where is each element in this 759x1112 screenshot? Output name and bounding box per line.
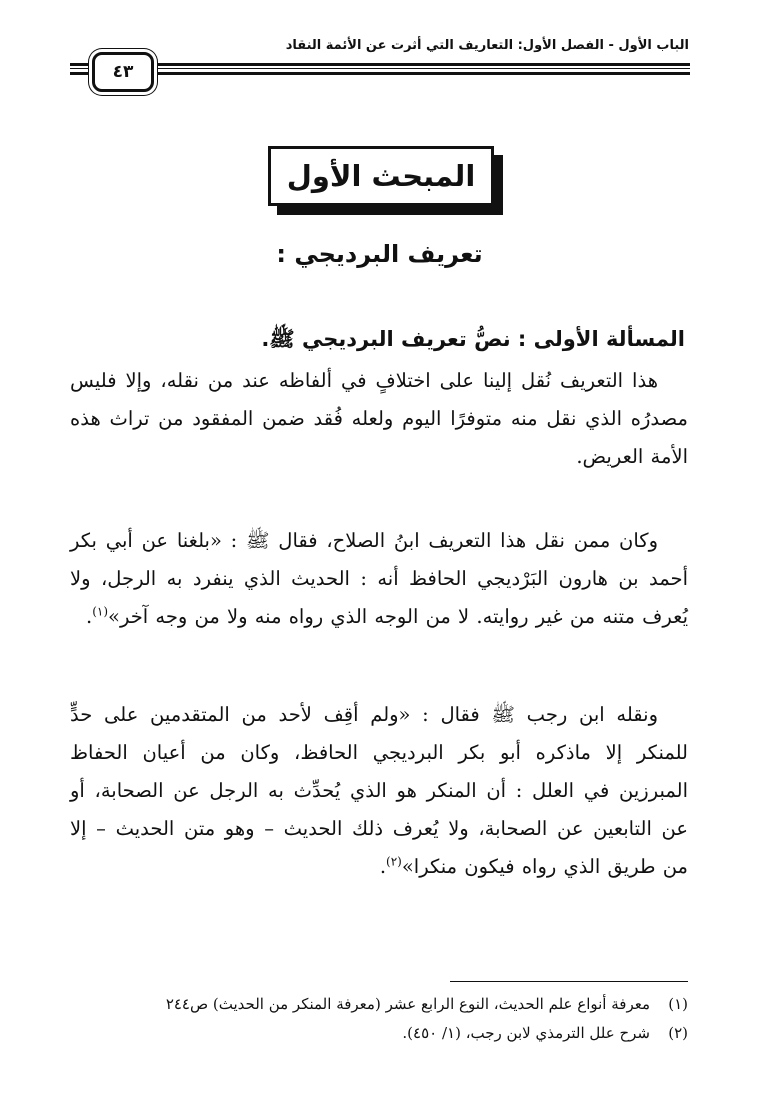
footnote-separator — [450, 981, 688, 982]
footnote-ref-1[interactable]: (١) — [92, 604, 109, 619]
chapter-title-box — [268, 146, 494, 206]
issue-heading: المسألة الأولى : نصُّ تعريف البرديجي ﷺ. — [261, 327, 685, 351]
paragraph-3 — [70, 696, 688, 886]
page-number: ٤٣ — [92, 52, 154, 92]
chapter-title: المبحث الأول — [286, 159, 476, 193]
footnote-2 — [70, 1019, 688, 1048]
paragraph-2-tail: . — [85, 605, 93, 628]
footnote-ref-2[interactable]: (٢) — [386, 854, 402, 869]
running-header-title: الباب الأول - الفصل الأول: التعاريف التي أثرت عن الأئمة النقاد — [285, 38, 689, 53]
paragraph-2 — [70, 522, 688, 636]
section-heading: تعريف البرديجي : — [276, 240, 483, 268]
footnote-1-number: (١) — [668, 995, 688, 1013]
footnote-2-text: شرح علل الترمذي لابن رجب، (١/ ٤٥٠). — [402, 1024, 650, 1042]
footnote-1 — [70, 990, 688, 1019]
paragraph-3-tail: . — [379, 855, 387, 878]
header-rule-top — [70, 63, 690, 66]
paragraph-2-text: وكان ممن نقل هذا التعريف ابنُ الصلاح، فقال ﷺ : «بلغنا عن أبي بكر أحمد بن هارون البَرْديجي الحافظ أنه : الحديث الذي ينفرد به الرجل، ولا يُعرف متنه من غير روايته. لا من الوجه الذي رواه منه ولا من وجه آخر» — [70, 529, 688, 628]
paragraph-1-text: هذا التعريف نُقل إلينا على اختلافٍ في ألفاظه عند من نقله، وإلا فليس مصدرُه الذي نقل منه متوفرًا اليوم ولعله فُقد ضمن المفقود من تراث هذه الأمة العريض. — [70, 369, 688, 468]
header-rule-bottom — [70, 72, 690, 75]
chapter-title-frame — [268, 146, 498, 210]
paragraph-1 — [70, 362, 688, 476]
footnotes — [70, 990, 688, 1048]
footnote-1-text: معرفة أنواع علم الحديث، النوع الرابع عشر (معرفة المنكر من الحديث) ص٢٤٤ — [165, 995, 650, 1013]
footnote-2-number: (٢) — [668, 1024, 688, 1042]
paragraph-3-text: ونقله ابن رجب ﷺ فقال : «ولم أقِف لأحد من المتقدمين على حدٍّ للمنكر إلا ماذكره أبو بكر البرديجي الحافظ، وكان من أعيان الحفاظ المبرزين في العلل : أن المنكر هو الذي يُحدِّث به الرجل عن الصحابة، أو عن التابعين عن الصحابة، ولا يُعرف ذلك الحديث – وهو متن الحديث – إلا من طريق الذي رواه فيكون منكرا» — [70, 703, 688, 878]
header-rule-middle — [70, 68, 690, 69]
